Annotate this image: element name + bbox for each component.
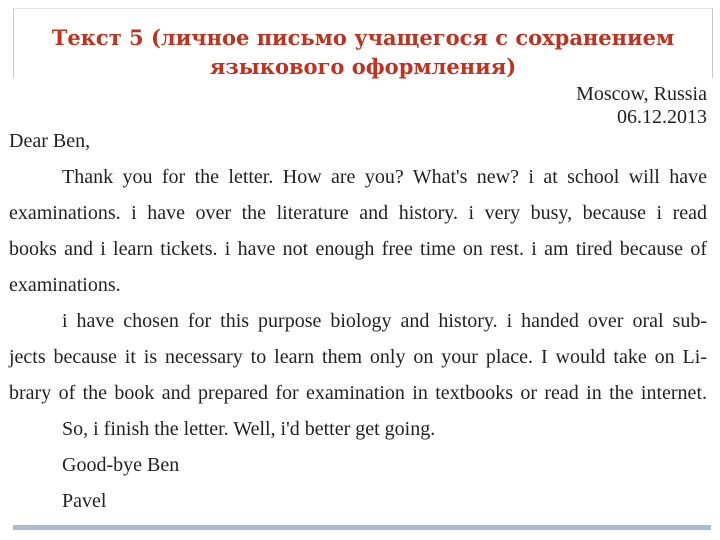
letter-closing: Good-bye Ben — [62, 454, 180, 476]
slide-title-line-1: Текст 5 (личное письмо учащегося с сохранением — [51, 25, 675, 50]
letter-line-4: examinations. — [9, 274, 121, 296]
letter-signature: Pavel — [62, 490, 107, 512]
bottom-bar — [13, 525, 711, 530]
letter-line-7: brary of the book and prepared for examination in textbooks or read in the internet. — [9, 382, 707, 404]
slide-title-line-2: языкового оформления) — [209, 54, 517, 79]
letter-line-3: books and i learn tickets. i have not enough free time on rest. i am tired because of — [9, 238, 707, 260]
letter-line-2: examinations. i have over the literature and history. i very busy, because i read — [9, 202, 707, 224]
letter-greeting: Dear Ben, — [9, 130, 91, 152]
letter-place: Moscow, Russia — [576, 83, 707, 105]
letter-date: 06.12.2013 — [617, 106, 707, 128]
letter-line-8: So, i finish the letter. Well, i'd better get going. — [62, 418, 436, 440]
letter-line-1: Thank you for the letter. How are you? What's new? i at school will have — [62, 166, 707, 188]
letter-line-6: jects because it is necessary to learn them only on your place. I would take on Li- — [9, 346, 707, 368]
letter-line-5: i have chosen for this purpose biology and history. i handed over oral sub- — [62, 310, 707, 332]
